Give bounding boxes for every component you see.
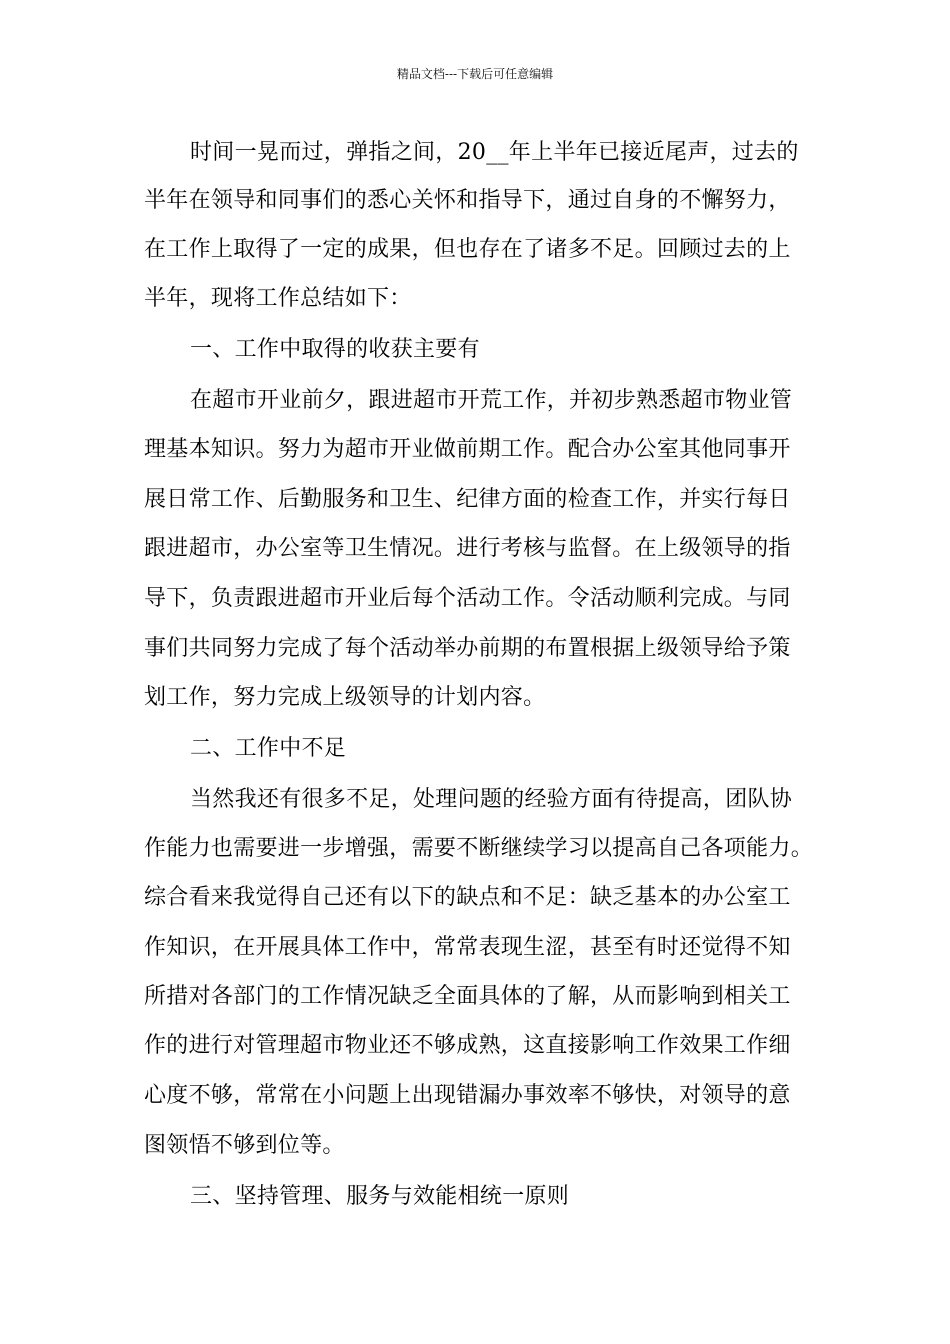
paragraph-line: 在工作上取得了一定的成果，但也存在了诸多不足。回顾过去的上 bbox=[144, 237, 791, 262]
paragraph-line: 当然我还有很多不足，处理问题的经验方面有待提高，团队协 bbox=[190, 787, 793, 812]
section-heading: 一、工作中取得的收获主要有 bbox=[190, 337, 480, 362]
paragraph-line: 在超市开业前夕，跟进超市开荒工作，并初步熟悉超市物业管 bbox=[190, 388, 793, 413]
paragraph-line: 半年，现将工作总结如下： bbox=[144, 286, 412, 311]
paragraph-line: 时间一晃而过，弹指之间，20__年上半年已接近尾声，过去的 bbox=[190, 140, 799, 165]
paragraph-line: 作知识，在开展具体工作中，常常表现生涩，甚至有时还觉得不知 bbox=[144, 935, 791, 960]
paragraph-line: 综合看来我觉得自己还有以下的缺点和不足：缺乏基本的办公室工 bbox=[144, 885, 791, 910]
paragraph-line: 跟进超市，办公室等卫生情况。进行考核与监督。在上级领导的指 bbox=[144, 536, 791, 561]
paragraph-line: 理基本知识。努力为超市开业做前期工作。配合办公室其他同事开 bbox=[144, 437, 791, 462]
section-heading: 二、工作中不足 bbox=[190, 736, 347, 761]
paragraph-line: 划工作，努力完成上级领导的计划内容。 bbox=[144, 685, 546, 710]
paragraph-line: 所措对各部门的工作情况缺乏全面具体的了解，从而影响到相关工 bbox=[144, 984, 791, 1009]
paragraph-line: 作的进行对管理超市物业还不够成熟，这直接影响工作效果工作细 bbox=[144, 1033, 791, 1058]
paragraph-line: 作能力也需要进一步增强，需要不断继续学习以提高自己各项能力。 bbox=[144, 836, 814, 861]
paragraph-line: 展日常工作、后勤服务和卫生、纪律方面的检查工作，并实行每日 bbox=[144, 487, 791, 512]
paragraph-line: 事们共同努力完成了每个活动举办前期的布置根据上级领导给予策 bbox=[144, 636, 791, 661]
paragraph-line: 图领悟不够到位等。 bbox=[144, 1133, 345, 1158]
section-heading: 三、坚持管理、服务与效能相统一原则 bbox=[190, 1184, 570, 1209]
paragraph-line: 导下，负责跟进超市开业后每个活动工作。令活动顺利完成。与同 bbox=[144, 586, 791, 611]
paragraph-line: 半年在领导和同事们的悉心关怀和指导下，通过自身的不懈努力， bbox=[144, 188, 791, 213]
page-header: 精品文档---下载后可任意编辑 bbox=[396, 67, 554, 81]
paragraph-line: 心度不够，常常在小问题上出现错漏办事效率不够快，对领导的意 bbox=[144, 1083, 791, 1108]
